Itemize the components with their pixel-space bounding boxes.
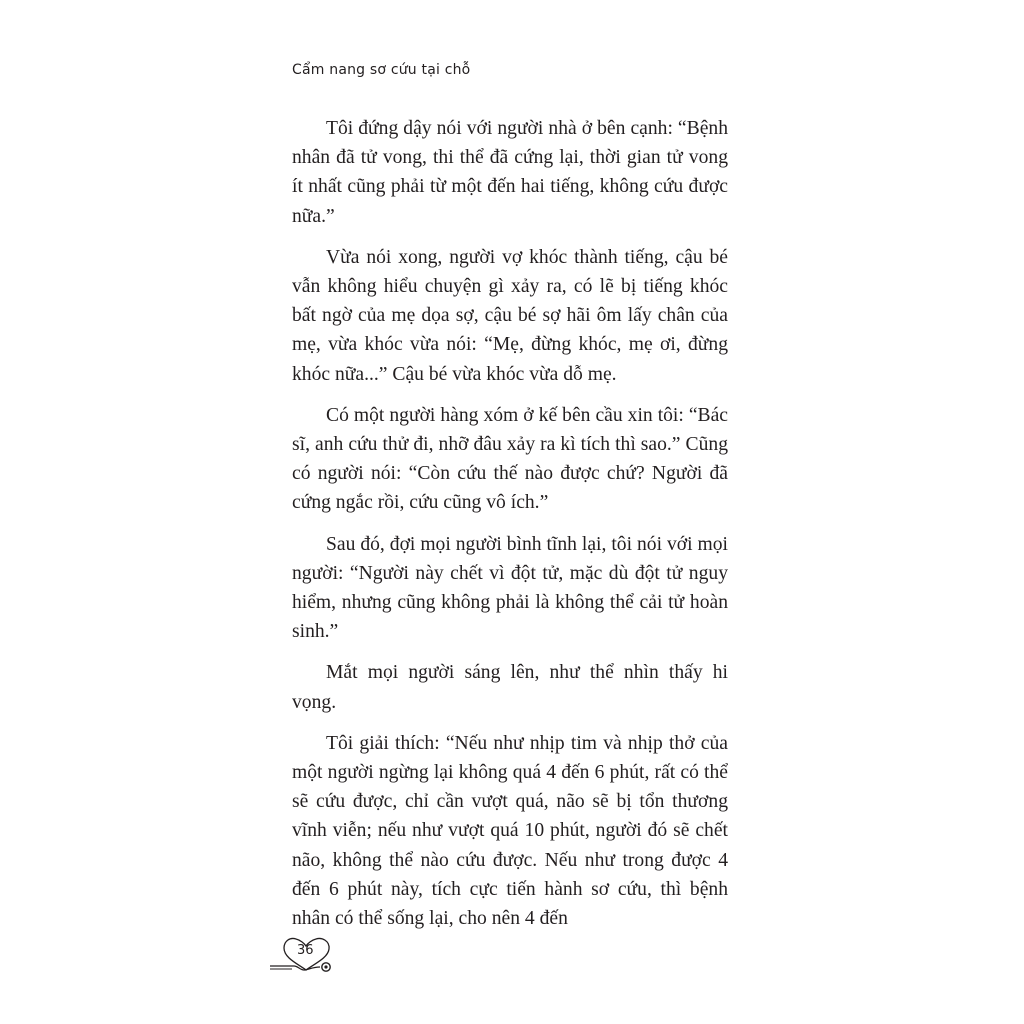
paragraph: Tôi đứng dậy nói với người nhà ở bên cạnh: “Bệnh nhân đã tử vong, thi thể đã cứng lại, thời gian tử vong ít nhất cũng phải từ một đến hai tiếng, không cứu được nữa.” [292, 118, 728, 227]
page-number-ornament [268, 930, 340, 978]
paragraph: Sau đó, đợi mọi người bình tĩnh lại, tôi nói với mọi người: “Người này chết vì đột tử, mặc dù đột tử nguy hiểm, nhưng cũng không phải là không thể cải tử hoàn sinh.” [292, 533, 728, 643]
paragraph: Có một người hàng xóm ở kế bên cầu xin tôi: “Bác sĩ, anh cứu thử đi, nhỡ đâu xảy ra kì tích thì sao.” Cũng có người nói: “Còn cứu thế nào được chứ? Người đã cứng ngắc rồi, cứu cũng vô ích.” [292, 404, 728, 514]
paragraph: Tôi giải thích: “Nếu như nhịp tim và nhịp thở của một người ngừng lại không quá 4 đến 6 phút, rất có thể sẽ cứu được, chỉ cần vượt quá, não sẽ bị tổn thương vĩnh viễn; nếu như vượt quá 10 phút, người đó sẽ chết não, không thể nào cứu được. Nếu như trong được 4 đến 6 phút này, tích cực tiến hành sơ cứu, thì bệnh nhân có thể sống lại, cho nên 4 đến [292, 732, 728, 930]
paragraph: Mắt mọi người sáng lên, như thể nhìn thấy hi vọng. [292, 662, 728, 713]
page-number: 36 [297, 943, 314, 958]
running-header: Cẩm nang sơ cứu tại chỗ [292, 62, 471, 78]
body-text [292, 114, 728, 945]
paragraph: Vừa nói xong, người vợ khóc thành tiếng, cậu bé vẫn không hiểu chuyện gì xảy ra, có lẽ bị tiếng khóc bất ngờ của mẹ dọa sợ, cậu bé sợ hãi ôm lấy chân của mẹ, vừa khóc vừa nói: “Mẹ, đừng khóc, mẹ ơi, đừng khóc nữa...” Cậu bé vừa khóc vừa dỗ mẹ. [292, 246, 728, 385]
